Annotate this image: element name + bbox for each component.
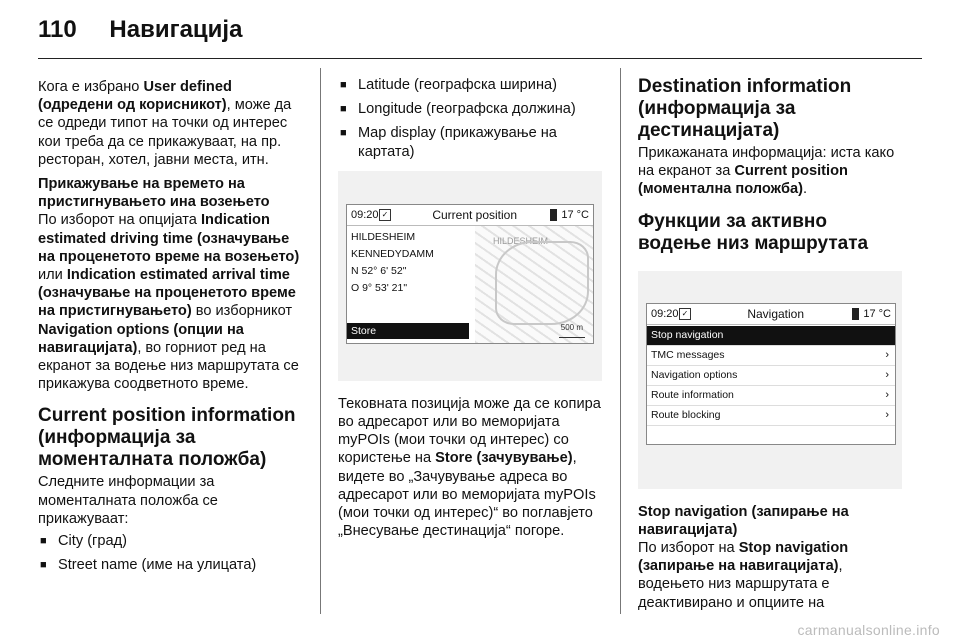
header-divider <box>38 58 922 59</box>
column-1 <box>38 78 303 580</box>
option-label: Navigation options (опции на навигацијата) <box>38 321 244 356</box>
menu-item-label: Navigation options <box>651 368 738 381</box>
section-title: Current position information (информација за моменталната положба) <box>38 405 296 471</box>
text: или <box>38 267 67 284</box>
text: По изборот на <box>638 540 739 557</box>
text: , видете во „Зачувување адреса во адресарот или во меморијата myPOIs (мои точки од интерес)“ во поглавјето „Внесување дестинација“ погоре. <box>338 450 596 540</box>
chevron-right-icon: › <box>885 348 889 361</box>
menu-item-navigation-options[interactable] <box>647 366 895 386</box>
text: , водењето низ маршрутата е деактивирано и опциите на <box>638 558 843 611</box>
column-divider <box>620 68 621 614</box>
list-item: ■ Longitude (географска должина) <box>338 100 603 118</box>
menu-item-label: Route information <box>651 388 734 401</box>
page-header <box>38 16 242 44</box>
paragraph <box>638 539 903 612</box>
paragraph <box>638 144 903 199</box>
text: , може да се одреди типот на точки од интерес кои треба да се прикажуваат, на пр. ресторан, хотел, јавни места, итн. <box>38 97 292 168</box>
menu-item-label: TMC messages <box>651 348 725 361</box>
clock-time: 09:20 <box>651 307 679 320</box>
option-label: Stop navigation (запирање на навигацијата) <box>638 540 849 575</box>
list-item: ■ Street name (име на улицата) <box>38 556 303 574</box>
phone-icon <box>550 209 557 221</box>
column-divider <box>320 68 321 614</box>
chevron-right-icon: › <box>885 408 889 421</box>
text: Кога е избрано <box>38 79 144 95</box>
paragraph <box>338 395 603 541</box>
menu-item-label: Stop navigation <box>651 328 724 341</box>
subheading: Stop navigation (запирање на навигацијата) <box>638 503 849 538</box>
text: . <box>802 181 807 198</box>
text: во изборникот <box>191 303 293 320</box>
menu-item-stop-navigation[interactable] <box>647 326 895 346</box>
column-2 <box>338 76 603 546</box>
subheading: Прикажување на времето на пристигнувањето ина возењето <box>38 176 270 211</box>
store-button[interactable]: Store <box>347 323 469 339</box>
current-position-screen <box>346 204 594 344</box>
text: По изборот на опцијата <box>38 212 201 229</box>
option-label: Store (зачувување) <box>435 450 573 467</box>
status-bar <box>647 304 895 325</box>
navigation-menu <box>647 326 895 426</box>
text: Тековната позиција може да се копира во адресарот или во меморијата myPOIs (мои точки од интерес) со користење на <box>338 395 601 467</box>
list-item: ■ City (град) <box>38 532 303 550</box>
list-item: ■ Latitude (географска ширина) <box>338 76 603 94</box>
menu-item-route-information[interactable] <box>647 386 895 406</box>
map-view[interactable] <box>475 226 593 343</box>
latitude-value: N 52° 6' 52" <box>351 264 407 277</box>
list-item: ■ Map display (прикажување на картата) <box>338 124 603 160</box>
clock-icon: ✓ <box>379 209 391 221</box>
section-title: Destination information (информација за дестинацијата) <box>638 76 852 141</box>
street-value: KENNEDYDAMM <box>351 247 434 260</box>
option-label: Current position (моментална положба) <box>638 163 848 198</box>
menu-item-route-blocking[interactable] <box>647 406 895 426</box>
menu-item-tmc-messages[interactable] <box>647 346 895 366</box>
clock-time: 09:20 <box>351 208 379 221</box>
status-bar <box>347 205 593 226</box>
menu-item-label: Route blocking <box>651 408 721 421</box>
text: , во горниот ред на екранот за водење низ маршрутата се прикажува соодветното време. <box>38 339 299 393</box>
bullet-list <box>338 76 603 161</box>
paragraph: Следните информации за моменталната положба се прикажуваат: <box>38 474 218 527</box>
column-3 <box>638 76 903 618</box>
chevron-right-icon: › <box>885 388 889 401</box>
option-label: Indication estimated driving time (означување на проценетото време на возењето) <box>38 212 300 265</box>
navigation-menu-figure <box>638 271 902 489</box>
chevron-right-icon: › <box>885 368 889 381</box>
temperature: 17 °C <box>863 307 891 320</box>
screen-title: Navigation <box>747 306 805 321</box>
longitude-value: O 9° 53' 21" <box>351 281 408 294</box>
option-label: User defined (одредени од корисникот) <box>38 79 232 114</box>
paragraph <box>38 211 303 393</box>
city-value: HILDESHEIM <box>351 230 416 243</box>
clock-icon: ✓ <box>679 308 691 320</box>
current-position-figure <box>338 171 602 381</box>
section-title: Функции за активно водење низ маршрутата <box>638 210 869 254</box>
option-label: Indication estimated arrival time (означување на проценетото време на пристигнувањето) <box>38 267 296 320</box>
bullet-list <box>38 532 303 574</box>
navigation-screen <box>646 303 896 445</box>
paragraph <box>38 78 303 169</box>
text: Прикажаната информација: иста како на екранот за <box>638 145 895 180</box>
map-city-label: HILDESHEIM <box>493 235 549 246</box>
map-scale: 500 m <box>559 319 585 338</box>
watermark: carmanualsonline.info <box>797 622 940 638</box>
page-number: 110 <box>38 16 77 43</box>
screen-title: Current position <box>432 207 518 222</box>
position-info <box>351 229 434 297</box>
page-title: Навигација <box>109 16 243 43</box>
temperature: 17 °C <box>561 208 589 221</box>
phone-icon <box>852 308 859 320</box>
